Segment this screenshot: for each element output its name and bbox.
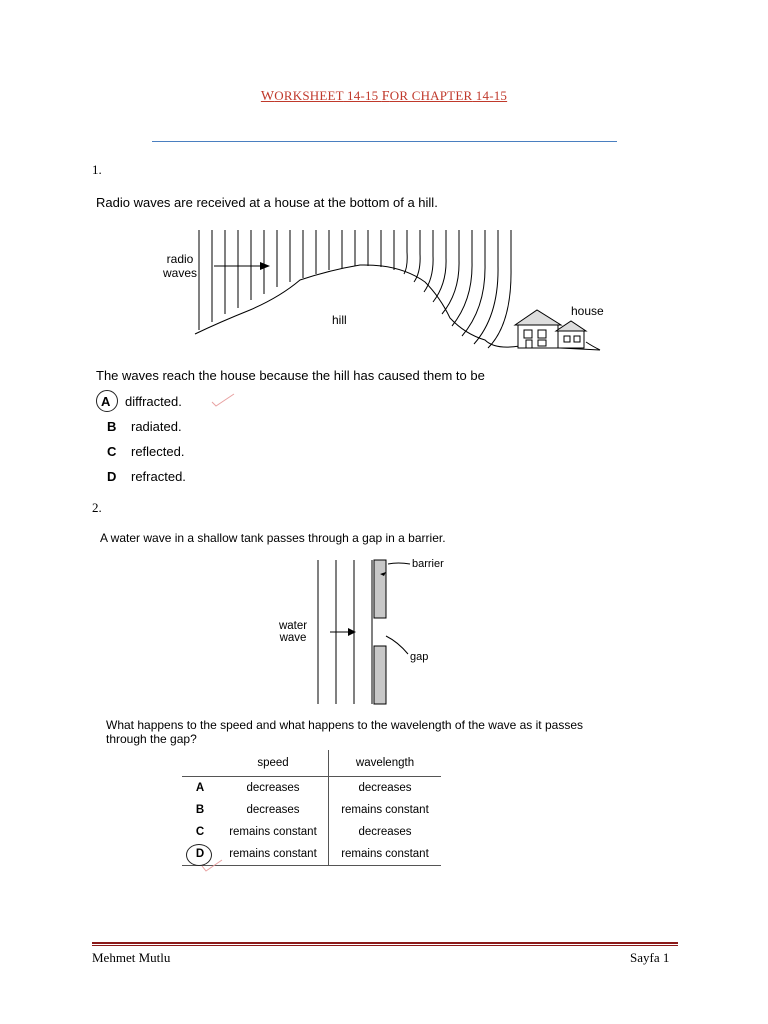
- radio-waves-diagram: [140, 222, 610, 357]
- table-row[interactable]: B decreases remains constant: [182, 799, 441, 821]
- question-1-option-c[interactable]: C reflected.: [107, 444, 185, 459]
- answer-circle-a: [96, 390, 118, 412]
- question-2-stem: A water wave in a shallow tank passes through a gap in a barrier.: [100, 531, 446, 545]
- label-water-wave: water wave: [278, 620, 308, 644]
- question-1-option-b[interactable]: B radiated.: [107, 419, 182, 434]
- check-mark-icon: [210, 392, 236, 408]
- footer-page-number: Sayfa 1: [630, 950, 670, 965]
- header-speed: speed: [218, 750, 329, 777]
- label-gap: gap: [410, 651, 429, 663]
- table-row[interactable]: C remains constant decreases: [182, 821, 441, 843]
- question-1-stem: Radio waves are received at a house at the bottom of a hill.: [96, 195, 438, 210]
- table-row[interactable]: D remains constant remains constant: [182, 843, 441, 866]
- water-wave-diagram: [300, 556, 420, 708]
- label-house: house: [571, 304, 604, 318]
- question-1-option-d[interactable]: D refracted.: [107, 469, 186, 484]
- header-wavelength: wavelength: [329, 750, 442, 777]
- question-1-prompt: The waves reach the house because the hill has caused them to be: [96, 368, 485, 383]
- label-radio-waves: radio waves: [162, 252, 197, 280]
- question-2-prompt: What happens to the speed and what happens to the wavelength of the wave as it passes through the gap?: [106, 718, 583, 746]
- answer-table: [182, 750, 441, 866]
- worksheet-title: WORKSHEET 14-15 FOR CHAPTER 14-15: [260, 88, 508, 104]
- footer-rule: [92, 942, 678, 944]
- label-barrier: barrier: [412, 558, 444, 570]
- question-1-number: 1.: [92, 162, 102, 177]
- footer-author: Mehmet Mutlu: [92, 950, 171, 965]
- check-mark-icon: [200, 858, 224, 874]
- footer-rule-thin: [92, 945, 678, 946]
- question-2-number: 2.: [92, 500, 102, 515]
- question-1-option-a[interactable]: A diffracted.: [101, 394, 182, 409]
- table-row[interactable]: A decreases decreases: [182, 777, 441, 800]
- table-header-row: [182, 750, 441, 777]
- label-hill: hill: [332, 313, 347, 327]
- title-divider: [152, 141, 617, 142]
